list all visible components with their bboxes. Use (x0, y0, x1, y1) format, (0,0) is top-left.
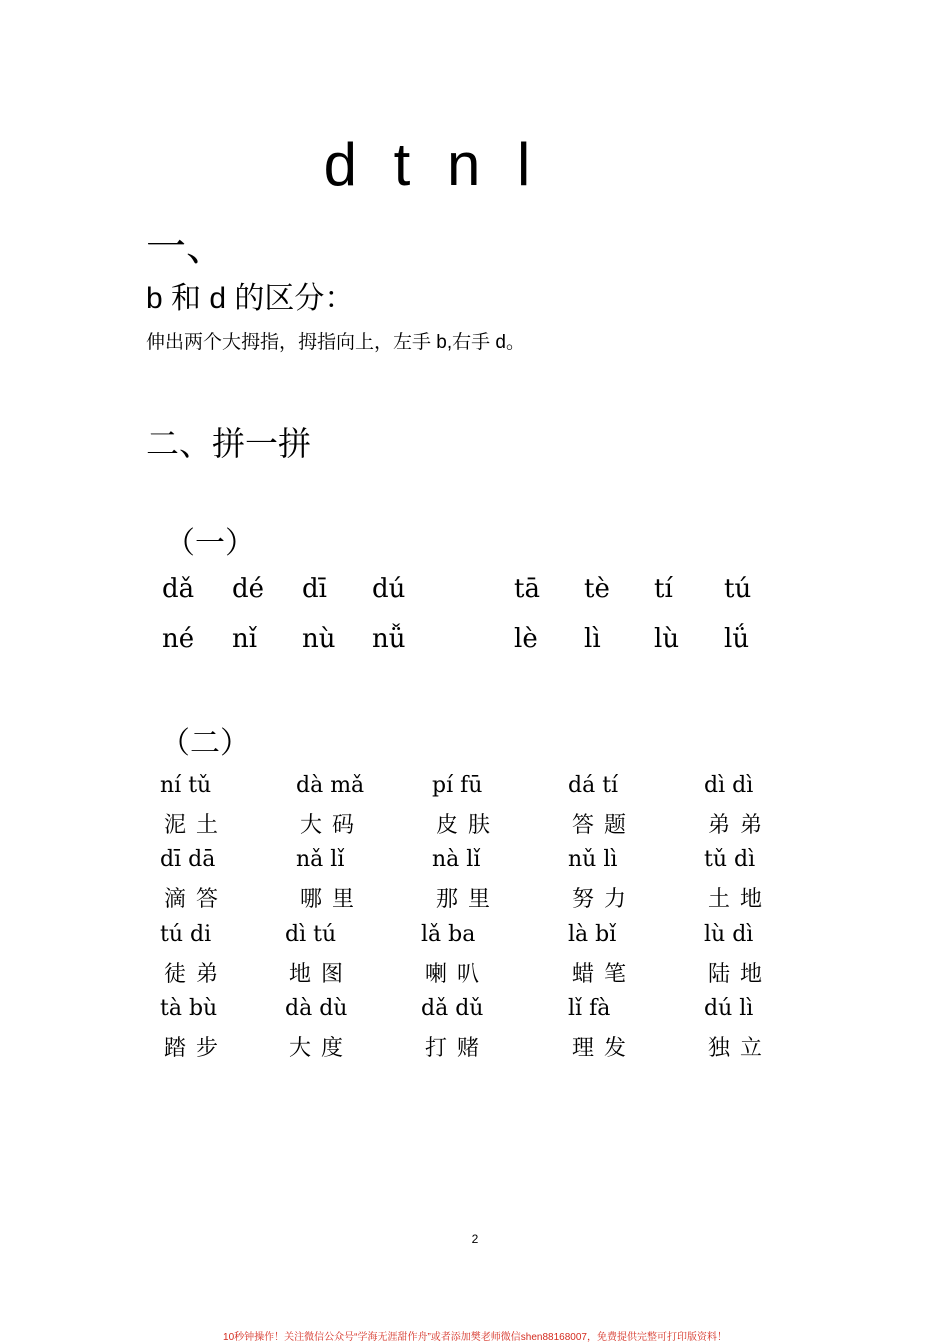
word-pinyin: pí fū (432, 773, 483, 798)
word-hanzi: 泥土 (164, 813, 229, 838)
word-hanzi: 滴答 (164, 887, 229, 912)
word-hanzi: 哪里 (300, 887, 365, 912)
section-1-number: 一、 (146, 225, 226, 269)
word-pinyin: dà dù (285, 996, 348, 1021)
pinyin-syllable: nǐ (232, 624, 258, 654)
word-pinyin: dú lì (704, 996, 754, 1021)
word-hanzi: 答题 (572, 813, 637, 838)
word-pinyin: tǔ dì (704, 847, 756, 872)
word-hanzi: 皮肤 (436, 813, 501, 838)
word-hanzi: 独立 (708, 1036, 773, 1061)
word-hanzi: 弟弟 (708, 813, 773, 838)
pinyin-syllable: nù (302, 624, 336, 654)
word-pinyin: là bǐ (568, 922, 617, 947)
pinyin-syllable: tā (514, 574, 540, 604)
pinyin-syllable: dǎ (162, 574, 195, 604)
word-hanzi: 那里 (436, 887, 501, 912)
word-hanzi: 努力 (572, 887, 637, 912)
pinyin-syllable: dú (372, 574, 406, 604)
pinyin-syllable: lǘ (724, 624, 750, 654)
word-pinyin: dī dā (160, 847, 216, 872)
word-hanzi: 踏步 (164, 1036, 229, 1061)
word-pinyin: ní tǔ (160, 773, 212, 798)
pinyin-syllable: nǚ (372, 624, 406, 654)
word-pinyin: nǔ lì (568, 847, 618, 872)
section-2-heading: 二、拼一拼 (146, 425, 311, 462)
page-title: d t n l (323, 131, 541, 198)
page-number: 2 (471, 1232, 479, 1246)
pinyin-syllable: lù (654, 624, 680, 654)
word-pinyin: tà bù (160, 996, 218, 1021)
word-pinyin: tú di (160, 922, 212, 947)
section-1-heading: b 和 d 的区分： (146, 282, 355, 315)
word-pinyin: lǐ fà (568, 996, 611, 1021)
word-pinyin: lǎ ba (421, 922, 476, 947)
section-1-text: 伸出两个大拇指，拇指向上，左手 b,右手 d。 (146, 332, 525, 353)
pinyin-syllable: tí (654, 574, 673, 604)
word-hanzi: 蜡笔 (572, 962, 637, 987)
pinyin-syllable: lè (514, 624, 538, 654)
part-2-label: （二） (160, 727, 250, 760)
word-pinyin: nǎ lǐ (296, 847, 345, 872)
pinyin-syllable: dé (232, 574, 265, 604)
pinyin-syllable: tú (724, 574, 752, 604)
word-hanzi: 大码 (300, 813, 365, 838)
word-pinyin: lù dì (704, 922, 754, 947)
word-pinyin: dì dì (704, 773, 754, 798)
part-1-label: （一） (165, 527, 255, 560)
word-hanzi: 地图 (289, 962, 354, 987)
word-pinyin: dì tú (285, 922, 337, 947)
pinyin-syllable: né (162, 624, 195, 654)
word-hanzi: 陆地 (708, 962, 773, 987)
word-pinyin: dǎ dǔ (421, 996, 484, 1021)
word-pinyin: dá tí (568, 773, 619, 798)
word-hanzi: 徒弟 (164, 962, 229, 987)
word-hanzi: 大度 (289, 1036, 354, 1061)
word-pinyin: dà mǎ (296, 773, 365, 798)
footer-promo-text: 10秒钟操作！关注微信公众号“学海无涯甜作舟”或者添加樊老师微信shen88168007，免费提供完整可打印版资料！ (223, 1332, 727, 1343)
word-hanzi: 土地 (708, 887, 773, 912)
word-hanzi: 喇叭 (425, 962, 490, 987)
pinyin-syllable: lì (584, 624, 601, 654)
pinyin-syllable: tè (584, 574, 610, 604)
word-pinyin: nà lǐ (432, 847, 481, 872)
word-hanzi: 理发 (572, 1036, 637, 1061)
word-hanzi: 打赌 (425, 1036, 490, 1061)
pinyin-syllable: dī (302, 574, 327, 604)
